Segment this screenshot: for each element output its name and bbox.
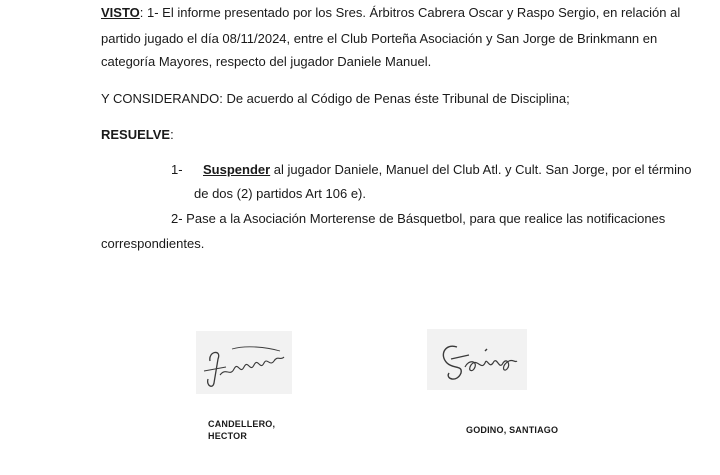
signature-2-image <box>427 329 527 390</box>
signature-1-scribble <box>196 331 292 394</box>
considerando-paragraph: Y CONSIDERANDO: De acuerdo al Código de Penas éste Tribunal de Disciplina; <box>101 91 570 106</box>
visto-line-2: partido jugado el día 08/11/2024, entre el Club Porteña Asociación y San Jorge de Brinkmann en <box>101 31 658 46</box>
item-2-line-2: correspondientes. <box>101 236 205 251</box>
signatory-1-firstname: HECTOR <box>208 431 248 441</box>
resuelve-colon: : <box>170 127 174 142</box>
signatory-2-name: GODINO, SANTIAGO <box>466 425 559 435</box>
visto-label: VISTO <box>101 5 140 20</box>
signatory-1-surname: CANDELLERO, <box>208 419 276 429</box>
item-2-line-1: 2- Pase a la Asociación Morterense de Básquetbol, para que realice las notificaciones <box>171 211 666 226</box>
item-1-text: al jugador Daniele, Manuel del Club Atl. y Cult. San Jorge, por el término <box>270 162 692 177</box>
item-1-line-2: de dos (2) partidos Art 106 e). <box>194 186 366 201</box>
visto-line-3: categoría Mayores, respecto del jugador Daniele Manuel. <box>101 54 432 69</box>
visto-line-1 <box>101 5 680 21</box>
visto-text-1: : 1- El informe presentado por los Sres. Árbitros Cabrera Oscar y Raspo Sergio, en relación al <box>139 5 681 20</box>
signature-1-image <box>196 331 292 394</box>
item-1-verb: Suspender <box>203 162 271 177</box>
signature-2-scribble <box>427 329 527 390</box>
item-1-line-1 <box>203 162 691 178</box>
item-1-number: 1- <box>171 162 183 177</box>
resuelve-label: RESUELVE <box>101 127 171 142</box>
resuelve-heading <box>101 127 174 143</box>
signatory-1-name <box>208 418 275 442</box>
